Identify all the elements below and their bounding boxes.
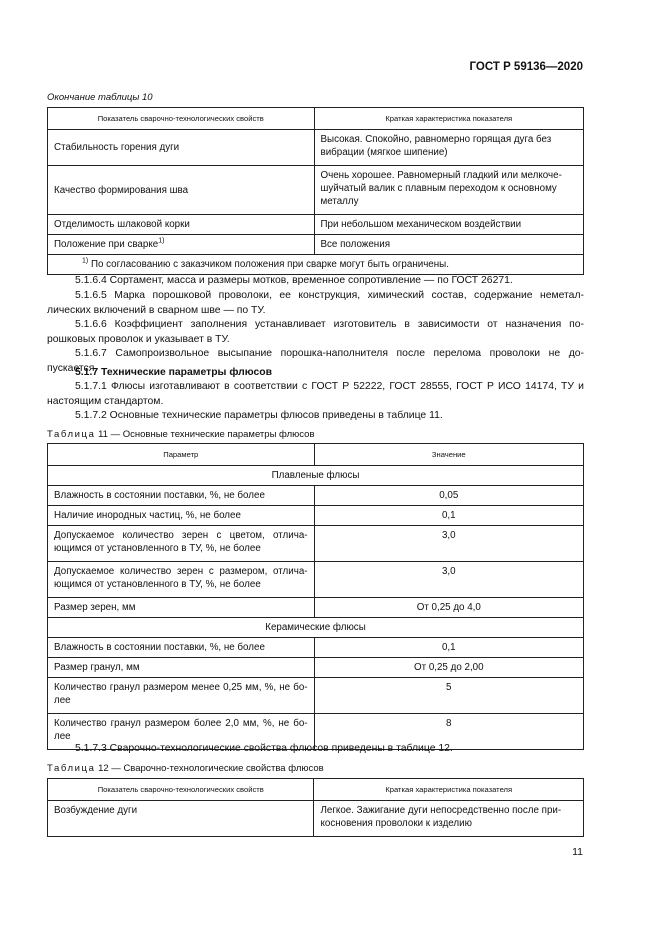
table10-param: Отделимость шлаковой корки bbox=[48, 215, 315, 235]
table11-section-fused: Плавленые флюсы bbox=[48, 466, 584, 486]
table11-param: Количество гранул размером более 2,0 мм, %, не бо-лее bbox=[48, 714, 315, 750]
footnote-ref: 1) bbox=[158, 237, 165, 245]
table11-param: Допускаемое количество зерен с размером, отлича-ющимся от установленного в ТУ, %, не более bbox=[48, 562, 315, 598]
table11-param: Размер гранул, мм bbox=[48, 658, 315, 678]
table-row bbox=[48, 215, 584, 235]
table-row bbox=[48, 638, 584, 658]
table11-value: 0,1 bbox=[314, 506, 583, 526]
footnote-text: По согласованию с заказчиком положения при сварке могут быть ограничены. bbox=[88, 259, 449, 270]
table-row bbox=[48, 486, 584, 506]
paragraph-5-1-7-3: 5.1.7.3 Сварочно-технологические свойства флюсов приведены в таблице 12. bbox=[75, 743, 453, 754]
table12-caption-label: Таблица bbox=[47, 763, 96, 774]
paragraph-5-1-7-2: 5.1.7.2 Основные технические параметры флюсов приведены в таблице 11. bbox=[75, 410, 443, 421]
table11-caption-text: 11 — Основные технические параметры флюсов bbox=[95, 429, 315, 440]
table11-param: Допускаемое количество зерен с цветом, отлича-ющимся от установленного в ТУ, %, не более bbox=[48, 526, 315, 562]
table12-caption bbox=[47, 763, 324, 774]
table-row bbox=[48, 166, 584, 215]
table11-value: 0,05 bbox=[314, 486, 583, 506]
table11-value: От 0,25 до 2,00 bbox=[314, 658, 583, 678]
table-footnote-row bbox=[48, 255, 584, 275]
table11-value: От 0,25 до 4,0 bbox=[314, 598, 583, 618]
table10-param: Качество формирования шва bbox=[48, 166, 315, 215]
table10-param bbox=[48, 235, 315, 255]
footnote-mark: 1) bbox=[82, 257, 89, 265]
table11-param: Влажность в состоянии поставки, %, не более bbox=[48, 486, 315, 506]
table10-footnote bbox=[48, 255, 584, 275]
table11-col-header-value: Значение bbox=[314, 444, 583, 466]
paragraph-5-1-6-6: 5.1.6.6 Коэффициент заполнения устанавливает изготовитель в зависимости от назначения по-рошковых проволок и указывает в ТУ. bbox=[47, 319, 584, 345]
table-row bbox=[48, 678, 584, 714]
table-row bbox=[48, 506, 584, 526]
table11-value: 0,1 bbox=[314, 638, 583, 658]
table10-value: Очень хорошее. Равномерный гладкий или мелкоче-шуйчатый валик с плавным переходом к основному металлу bbox=[314, 166, 584, 215]
paragraph-5-1-6-7: 5.1.6.7 Самопроизвольное высыпание порошка-наполнителя после перелома проволоки не до-пускается. bbox=[47, 348, 584, 374]
table12-col-header-value: Краткая характеристика показателя bbox=[314, 779, 584, 801]
table-section-row bbox=[48, 466, 584, 486]
table12-col-header-param: Показатель сварочно-технологических свойств bbox=[48, 779, 314, 801]
table11-value: 8 bbox=[314, 714, 583, 750]
table11-param: Размер зерен, мм bbox=[48, 598, 315, 618]
section-heading-5-1-7: 5.1.7 Технические параметры флюсов bbox=[75, 367, 273, 378]
table10-caption: Окончание таблицы 10 bbox=[47, 92, 153, 103]
table11-param: Количество гранул размером менее 0,25 мм, %, не бо-лее bbox=[48, 678, 315, 714]
table11-value: 3,0 bbox=[314, 526, 583, 562]
table12-caption-text: 12 — Сварочно-технологические свойства флюсов bbox=[95, 763, 324, 774]
table12-value: Легкое. Зажигание дуги непосредственно после при-косновения проволоки к изделию bbox=[314, 801, 584, 837]
table11-value: 5 bbox=[314, 678, 583, 714]
table10-col-header-value: Краткая характеристика показателя bbox=[314, 108, 584, 130]
table10-param: Стабильность горения дуги bbox=[48, 130, 315, 166]
table-row bbox=[48, 235, 584, 255]
table-row bbox=[48, 658, 584, 678]
paragraph-5-1-7-1: 5.1.7.1 Флюсы изготавливают в соответствии с ГОСТ Р 52222, ГОСТ 28555, ГОСТ Р ИСО 14174, ТУ и настоящим стандартом. bbox=[47, 381, 584, 407]
document-number: ГОСТ Р 59136—2020 bbox=[469, 61, 583, 73]
table12-param: Возбуждение дуги bbox=[48, 801, 314, 837]
table11-section-ceramic: Керамические флюсы bbox=[48, 618, 584, 638]
table11-param: Влажность в состоянии поставки, %, не более bbox=[48, 638, 315, 658]
table10-value: При небольшом механическом воздействии bbox=[314, 215, 584, 235]
table11-param: Наличие инородных частиц, %, не более bbox=[48, 506, 315, 526]
table-row bbox=[48, 526, 584, 562]
paragraph-5-1-6-5: 5.1.6.5 Марка порошковой проволоки, ее конструкция, химический состав, содержание неметал-лических включений в сварном шве — по ТУ. bbox=[47, 290, 584, 316]
table-11 bbox=[47, 443, 584, 750]
table-row bbox=[48, 130, 584, 166]
table-row bbox=[48, 562, 584, 598]
table11-value: 3,0 bbox=[314, 562, 583, 598]
table-row bbox=[48, 801, 584, 837]
paragraph-5-1-6-4: 5.1.6.4 Сортамент, масса и размеры мотков, временное сопротивление — по ГОСТ 26271. bbox=[75, 275, 513, 286]
table10-value: Высокая. Спокойно, равномерно горящая дуга без вибрации (мягкое шипение) bbox=[314, 130, 584, 166]
page-number: 11 bbox=[572, 846, 583, 858]
table-row bbox=[48, 598, 584, 618]
table10-param-text: Положение при сварке bbox=[54, 239, 159, 250]
table11-caption bbox=[47, 429, 315, 440]
table10-value: Все положения bbox=[314, 235, 584, 255]
table-10 bbox=[47, 107, 584, 275]
table11-col-header-param: Параметр bbox=[48, 444, 315, 466]
table-12 bbox=[47, 778, 584, 837]
table-section-row bbox=[48, 618, 584, 638]
table10-col-header-param: Показатель сварочно-технологических свойств bbox=[48, 108, 315, 130]
table11-caption-label: Таблица bbox=[47, 429, 96, 440]
